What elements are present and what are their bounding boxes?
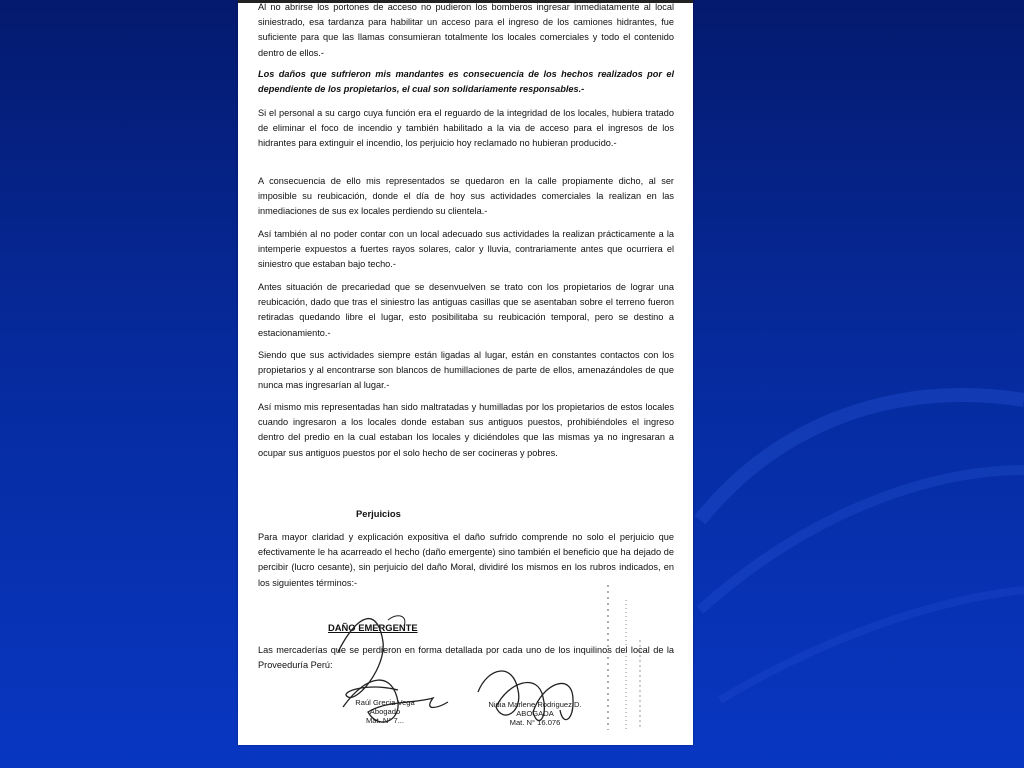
paragraph-5: Así también al no poder contar con un local adecuado sus actividades la realizan prácticamente a la intemperie expuestos a fuertes rayos solares, calor y lluvia, contrariamente antes que ocurriera el siniestro que estaban bajo techo.- <box>258 229 674 270</box>
dano-emergente-heading: DAÑO EMERGENTE <box>328 622 418 633</box>
document-page <box>238 0 693 745</box>
signature-2-role: ABOGADA <box>516 709 554 718</box>
paragraph-7: Siendo que sus actividades siempre están ligadas al lugar, están en constantes contactos con los propietarios y al encontrarse son blancos de humillaciones de parte de ellos, amenazándoles de que nunca mas ingresarían al lugar.- <box>258 350 674 391</box>
perjuicios-paragraph: Para mayor claridad y explicación expositiva el daño sufrido comprende no solo el perjuicio que efectivamente le ha acarreado el hecho (daño emergente) sino también el beneficio que ha dejado de percibir (lucro cesante), sin perjuicio del daño Moral, dividiré los mismos en los rubros indicados, en los siguientes términos:- <box>258 532 674 588</box>
paragraph-1: Al no abrirse los portones de acceso no pudieron los bomberos ingresar inmediatamente al local siniestrado, esa tardanza para habilitar un acceso para el ingreso de los camiones hidrantes, fue suficiente para que las llamas consumieran totalmente los locales comerciales y todo el contenido dentro de ellos.- <box>258 2 674 58</box>
signature-1-role: Abogado <box>369 707 401 716</box>
paragraph-6: Antes situación de precariedad que se desenvuelven se trato con los propietarios de lograr una reubicación, dado que tras el siniestro las antiguas casillas que se asentaban sobre el terreno fueron retiradas quedando libre el lugar, esto posibilitaba su reubicación temporal, pero se destino a estacionamiento.- <box>258 282 674 338</box>
signature-1-reg: Mat. N° 7... <box>365 716 405 725</box>
paragraph-8: Así mismo mis representadas han sido maltratadas y humilladas por los propietarios de estos locales cuando ingresaron a los locales donde estaban sus antiguos puestos, prohibiéndoles el ingreso dentro del predio en la cual estaban los locales y diciéndoles que las mismas ya no ingresaran a ocupar sus antiguos puestos por el solo hecho de ser cocineras y pobres. <box>258 402 674 458</box>
perjuicios-heading: Perjuicios <box>356 508 401 519</box>
signature-block-2 <box>470 700 600 727</box>
paragraph-2: Los daños que sufrieron mis mandantes es consecuencia de los hechos realizados por el dependiente de los propietarios, el cual son solidariamente responsables.- <box>258 69 674 95</box>
signature-2-name: Nidia Marlene Rodriguez D. <box>488 700 582 709</box>
dano-emergente-paragraph: Las mercaderías que se perdieron en forma detallada por cada uno de los inquilinos del local de la Proveeduría Perú: <box>258 645 674 671</box>
signature-block-1 <box>330 698 440 725</box>
paragraph-4: A consecuencia de ello mis representados se quedaron en la calle propiamente dicho, al ser imposible su reubicación, donde el día de hoy sus actividades comerciales la realizan en las inmediaciones de sus ex locales perdiendo su clientela.- <box>258 176 674 217</box>
signature-2-reg: Mat. N° 16.076 <box>509 718 561 727</box>
signature-1-name: Raúl Grecia Vega <box>355 698 415 707</box>
paragraph-3: Si el personal a su cargo cuya función era el reguardo de la integridad de los locales, hubiera tratado de eliminar el foco de incendio y también habilitado a la via de acceso para el ingresos de los hidrantes para extinguir el incendio, los perjuicio hoy reclamado no hubieran producido.- <box>258 108 674 149</box>
